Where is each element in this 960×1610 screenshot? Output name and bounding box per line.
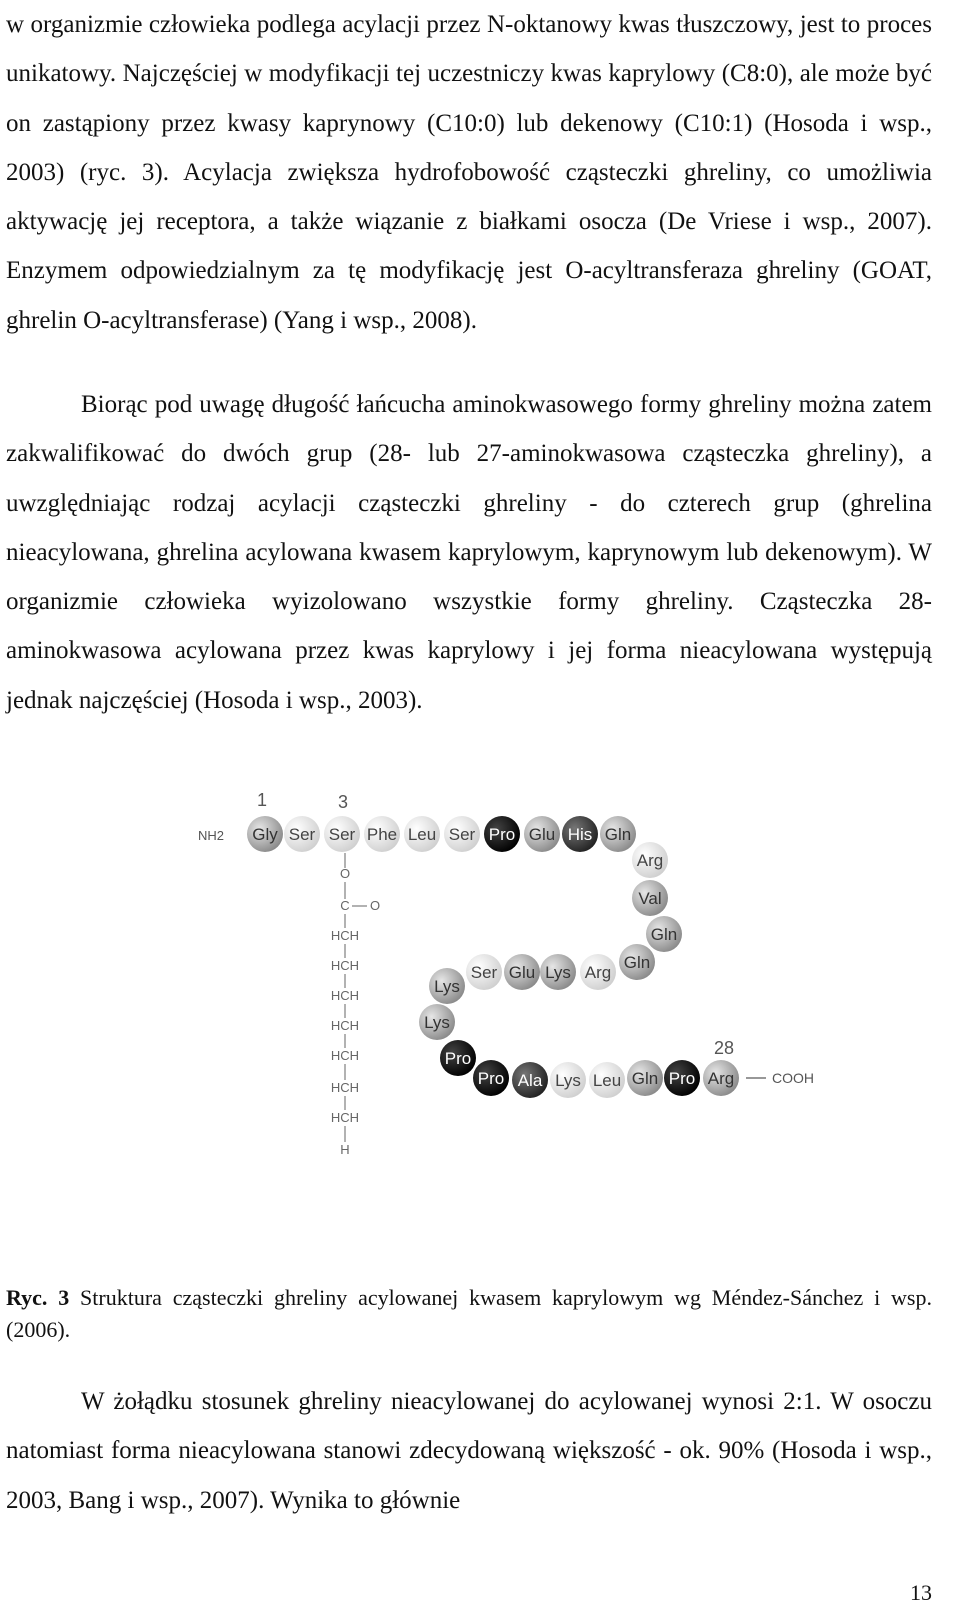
residue-18	[466, 954, 502, 990]
caption-label: Ryc. 3	[6, 1285, 70, 1310]
position-label-1: 1	[257, 790, 268, 810]
residue-label: Gly	[252, 825, 278, 844]
residue-label: Lys	[424, 1013, 450, 1032]
residue-label: Pro	[668, 1069, 696, 1088]
residue-label: Gln	[650, 925, 678, 944]
residue-14	[619, 944, 655, 980]
residue-label: Lys	[545, 963, 571, 982]
residue-label: Ser	[328, 825, 356, 844]
residue-label: Arg	[636, 851, 664, 870]
residue-3	[324, 816, 360, 852]
residue-label: His	[567, 825, 593, 844]
page-number: 13	[910, 1580, 932, 1605]
residue-label: Lys	[434, 977, 460, 996]
residue-4	[364, 816, 400, 852]
residue-label: Phe	[366, 825, 398, 844]
acyl-group-hch: HCH	[330, 1080, 360, 1095]
residue-13	[646, 916, 682, 952]
residue-24	[550, 1062, 586, 1098]
paragraph-1: w organizmie człowieka podlega acylacji przez N-oktanowy kwas tłuszczowy, jest to proces unikatowy. Najczęściej w modyfikacji tej uczestniczy kwas kaprylowy (C8:0), ale może być on zastąpiony przez kwasy kaprynowy (C10:0) lub dekenowy (C10:1) (Hosoda i wsp., 2003) (ryc. 3). Acylacja zwiększa hydrofobowość cząsteczki ghreliny, co umożliwia aktywację jej receptora, a także wiązanie z białkami osocza (De Vriese i wsp., 2007). Enzymem odpowiedzialnym za tę modyfikację jest O-acyltransferaza ghreliny (GOAT, ghrelin O-acyltransferase) (Yang i wsp., 2008).	[6, 11, 932, 334]
residue-label: Gln	[604, 825, 632, 844]
residue-label: Arg	[707, 1069, 735, 1088]
residue-label: Arg	[584, 963, 612, 982]
residue-label: Glu	[508, 963, 536, 982]
residue-22	[473, 1060, 509, 1096]
residue-6	[444, 816, 480, 852]
residue-label: Glu	[528, 825, 556, 844]
residue-17	[504, 954, 540, 990]
residue-9	[562, 816, 598, 852]
residue-8	[524, 816, 560, 852]
residue-27	[664, 1060, 700, 1096]
residue-label: Gln	[623, 953, 651, 972]
position-label-3: 3	[338, 792, 349, 812]
residue-label: Leu	[592, 1071, 622, 1090]
paragraph-2: Biorąc pod uwagę długość łańcucha aminokwasowego formy ghreliny można zatem zakwalifikować do dwóch grup (28- lub 27-aminokwasowa cząsteczka ghreliny), a uwzględniając rodzaj acylacji cząsteczki ghreliny - do czterech grup (ghrelina nieacylowana, ghrelina acylowana kwasem kaprylowym, kaprynowym lub dekenowym). W organizmie człowieka wyizolowano wszystkie formy ghreliny. Cząsteczka 28-aminokwasowa acylowana przez kwas kaprylowy i jej forma nieacylowana występują jednak najczęściej (Hosoda i wsp., 2003).	[6, 391, 932, 714]
n-terminus-label: NH2	[198, 828, 225, 843]
residue-7	[484, 816, 520, 852]
residue-label: Ser	[288, 825, 316, 844]
residue-label: Pro	[488, 825, 516, 844]
residue-11	[632, 842, 668, 878]
acyl-atom-oxygen: O	[339, 866, 351, 881]
ghrelin-diagram	[190, 782, 830, 1192]
acyl-group-hch: HCH	[330, 928, 360, 943]
residue-19	[429, 968, 465, 1004]
residue-1	[247, 816, 283, 852]
residue-label: Pro	[444, 1049, 472, 1068]
residue-label: Val	[638, 889, 662, 908]
residue-2	[284, 816, 320, 852]
residue-26	[627, 1060, 663, 1096]
caption-text: Struktura cząsteczki ghreliny acylowanej kwasem kaprylowym wg Méndez-Sánchez i wsp. (2006).	[6, 1285, 932, 1342]
residue-5	[404, 816, 440, 852]
figure-caption	[6, 1282, 932, 1346]
residue-25	[589, 1062, 625, 1098]
c-terminus-label: COOH	[772, 1070, 814, 1086]
residue-28	[703, 1060, 739, 1096]
acyl-group-hch: HCH	[330, 1048, 360, 1063]
acyl-group-hch: HCH	[330, 958, 360, 973]
acyl-group-hch: HCH	[330, 1110, 360, 1125]
paragraph-3: W żołądku stosunek ghreliny nieacylowanej do acylowanej wynosi 2:1. W osoczu natomiast forma nieacylowana stanowi zdecydowaną większość - ok. 90% (Hosoda i wsp., 2003, Bang i wsp., 2007). Wynika to głównie	[6, 1388, 932, 1514]
residue-16	[540, 954, 576, 990]
residue-21	[440, 1040, 476, 1076]
acyl-atom-terminal-h: H	[340, 1142, 350, 1157]
residue-10	[600, 816, 636, 852]
acyl-group-hch: HCH	[330, 1018, 360, 1033]
residue-label: Leu	[407, 825, 437, 844]
residue-20	[419, 1004, 455, 1040]
residue-23	[512, 1062, 548, 1098]
residue-label: Ser	[448, 825, 476, 844]
ghrelin-structure-figure	[190, 782, 830, 1192]
residue-label: Pro	[477, 1069, 505, 1088]
residue-label: Gln	[631, 1069, 659, 1088]
residue-15	[580, 954, 616, 990]
residue-label: Ala	[517, 1071, 543, 1090]
acyl-atom-carbon: C	[340, 898, 350, 913]
acyl-group-hch: HCH	[330, 988, 360, 1003]
acyl-atom-oxygen-carbonyl: O	[369, 898, 381, 913]
residue-12	[632, 880, 668, 916]
residue-label: Ser	[470, 963, 498, 982]
residue-label: Lys	[555, 1071, 581, 1090]
position-label-28: 28	[714, 1038, 735, 1058]
